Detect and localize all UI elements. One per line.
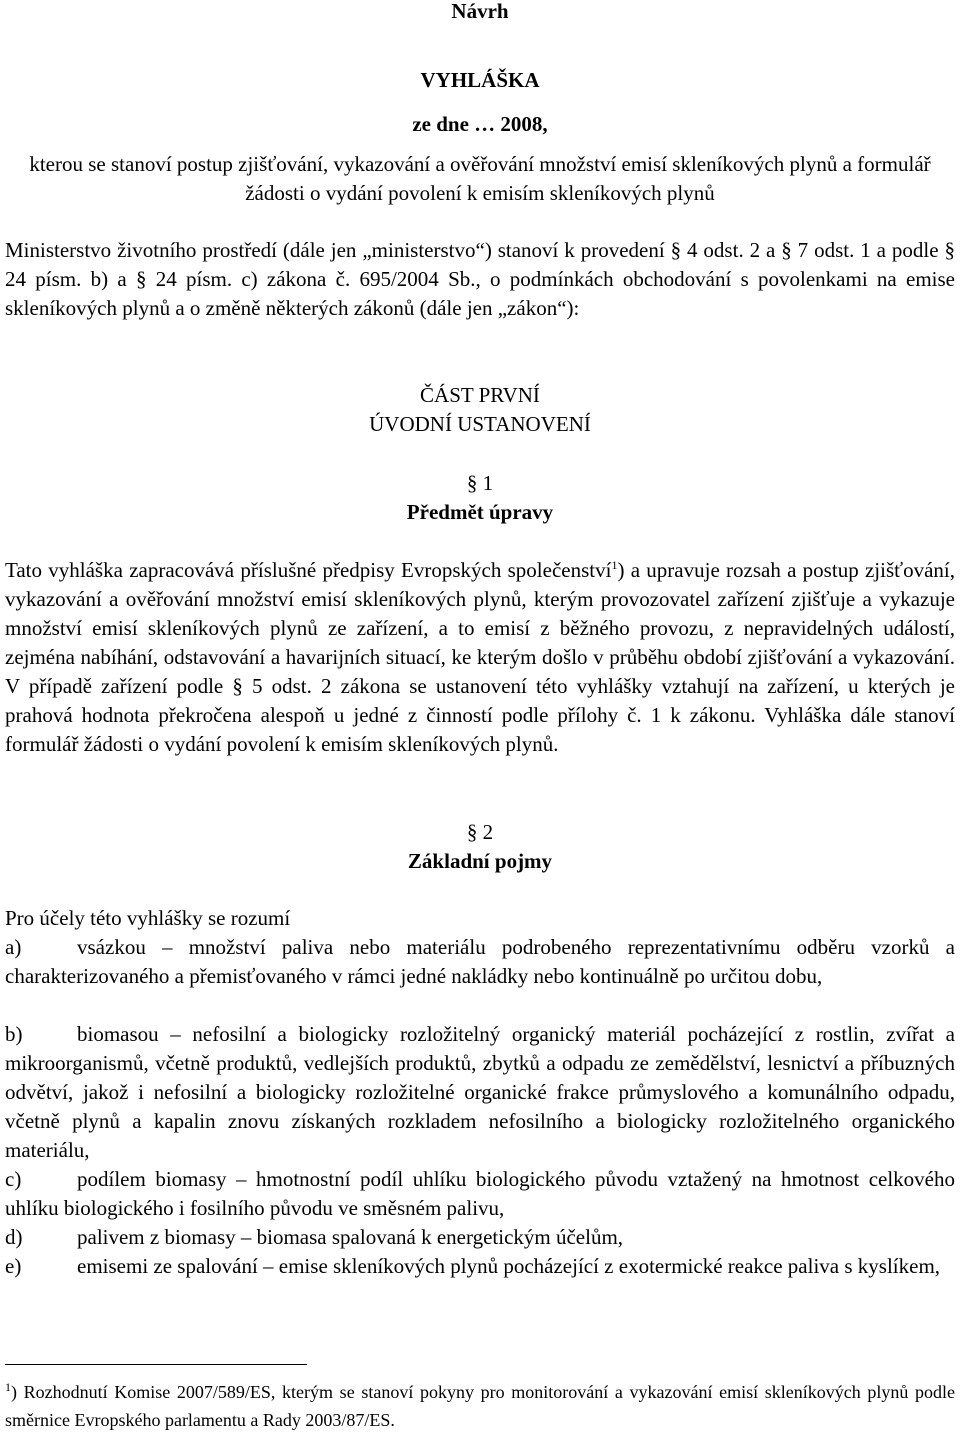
footnote-ref: 1 <box>611 558 618 572</box>
footnote-separator <box>5 1364 307 1365</box>
section-2-intro: Pro účely této vyhlášky se rozumí <box>5 906 291 930</box>
doc-type-heading: VYHLÁŠKA <box>420 68 540 92</box>
definition-text: podílem biomasy – hmotnostní podíl uhlíku biologického původu vztažený na hmotnost celkového uhlíku biologického i fosilního původu ve směsném palivu, <box>5 1167 955 1220</box>
section-1-text <box>5 556 955 759</box>
section-1-title: Předmět úpravy <box>406 500 554 524</box>
definition-item <box>5 1020 955 1165</box>
footnote-text: ) Rozhodnutí Komise 2007/589/ES, kterým se stanoví pokyny pro monitorování a vykazování emisí skleníkových plynů podle směrnice Evropského parlamentu a Rady 2003/87/ES. <box>5 1382 955 1430</box>
section-1-text-rest: ) a upravuje rozsah a postup zjišťování, vykazování a ověřování množství emisí skleníkových plynů, kterým provozovatel zařízení zjišťuje a vykazuje množství emisí skleníkových plynů ze zařízení, a to emisí z běžného provozu, z nepravidelných událostí, zejména nabíhání, odstavování a havarijních situací, ke kterým došlo v průběhu období zjišťování a vykazování. V případě zařízení podle § 5 odst. 2 zákona se ustanovení této vyhlášky vztahují na zařízení, u kterých je prahová hodnota překročena alespoň u jedné z činností podle přílohy č. 1 k zákonu. Vyhláška dále stanoví formulář žádosti o vydání povolení k emisím skleníkových plynů. <box>5 558 955 756</box>
definition-text: vsázkou – množství paliva nebo materiálu podrobeného reprezentativnímu odběru vzorků a charakterizovaného a přemisťovaného v rámci jedné nakládky nebo kontinuálně po určitou dobu, <box>5 935 955 988</box>
part-number: ČÁST PRVNÍ <box>420 383 540 407</box>
definition-label: c) <box>5 1167 22 1191</box>
definition-item <box>5 1223 955 1252</box>
footnote <box>5 1378 955 1434</box>
document-subtitle: kterou se stanoví postup zjišťování, vykazování a ověřování množství emisí skleníkových plynů a formulář žádosti o vydání povolení k emisím skleníkových plynů <box>29 152 931 205</box>
definition-label: a) <box>5 935 22 959</box>
definition-item <box>5 1165 955 1223</box>
section-1-text-start: Tato vyhláška zapracovává příslušné předpisy Evropských společenství <box>5 558 612 582</box>
section-2-number: § 2 <box>466 820 494 844</box>
definition-label: d) <box>5 1225 23 1249</box>
date-line: ze dne … 2008, <box>412 112 548 136</box>
definition-item <box>5 1252 955 1281</box>
part-title: ÚVODNÍ USTANOVENÍ <box>369 412 591 436</box>
definition-item <box>5 933 955 991</box>
definition-label: b) <box>5 1022 23 1046</box>
definition-text: biomasou – nefosilní a biologicky rozložitelný organický materiál pocházející z rostlin, zvířat a mikroorganismů, včetně produktů, vedlejších produktů, zbytků a odpadu ze zemědělství, lesnictví a příbuzných odvětví, jakož i nefosilní a biologicky rozložitelné organické frakce průmyslového a komunálního odpadu, včetně plynů a kapalin znovu získaných rozkladem nefosilního a biologicky rozložitelného organického materiálu, <box>5 1022 955 1162</box>
definition-text: emisemi ze spalování – emise skleníkových plynů pocházející z exotermické reakce paliva s kyslíkem, <box>77 1254 941 1278</box>
definition-label: e) <box>5 1254 22 1278</box>
preamble: Ministerstvo životního prostředí (dále jen „ministerstvo“) stanoví k provedení § 4 odst. 2 a § 7 odst. 1 a podle § 24 písm. b) a § 24 písm. c) zákona č. 695/2004 Sb., o podmínkách obchodování s povolenkami na emise skleníkových plynů a o změně některých zákonů (dále jen „zákon“): <box>5 238 955 320</box>
draft-label: Návrh <box>451 0 509 23</box>
section-1-number: § 1 <box>466 471 494 495</box>
section-2-title: Základní pojmy <box>407 849 553 873</box>
footnote-number: 1 <box>5 1380 11 1394</box>
definition-text: palivem z biomasy – biomasa spalovaná k energetickým účelům, <box>77 1225 624 1249</box>
